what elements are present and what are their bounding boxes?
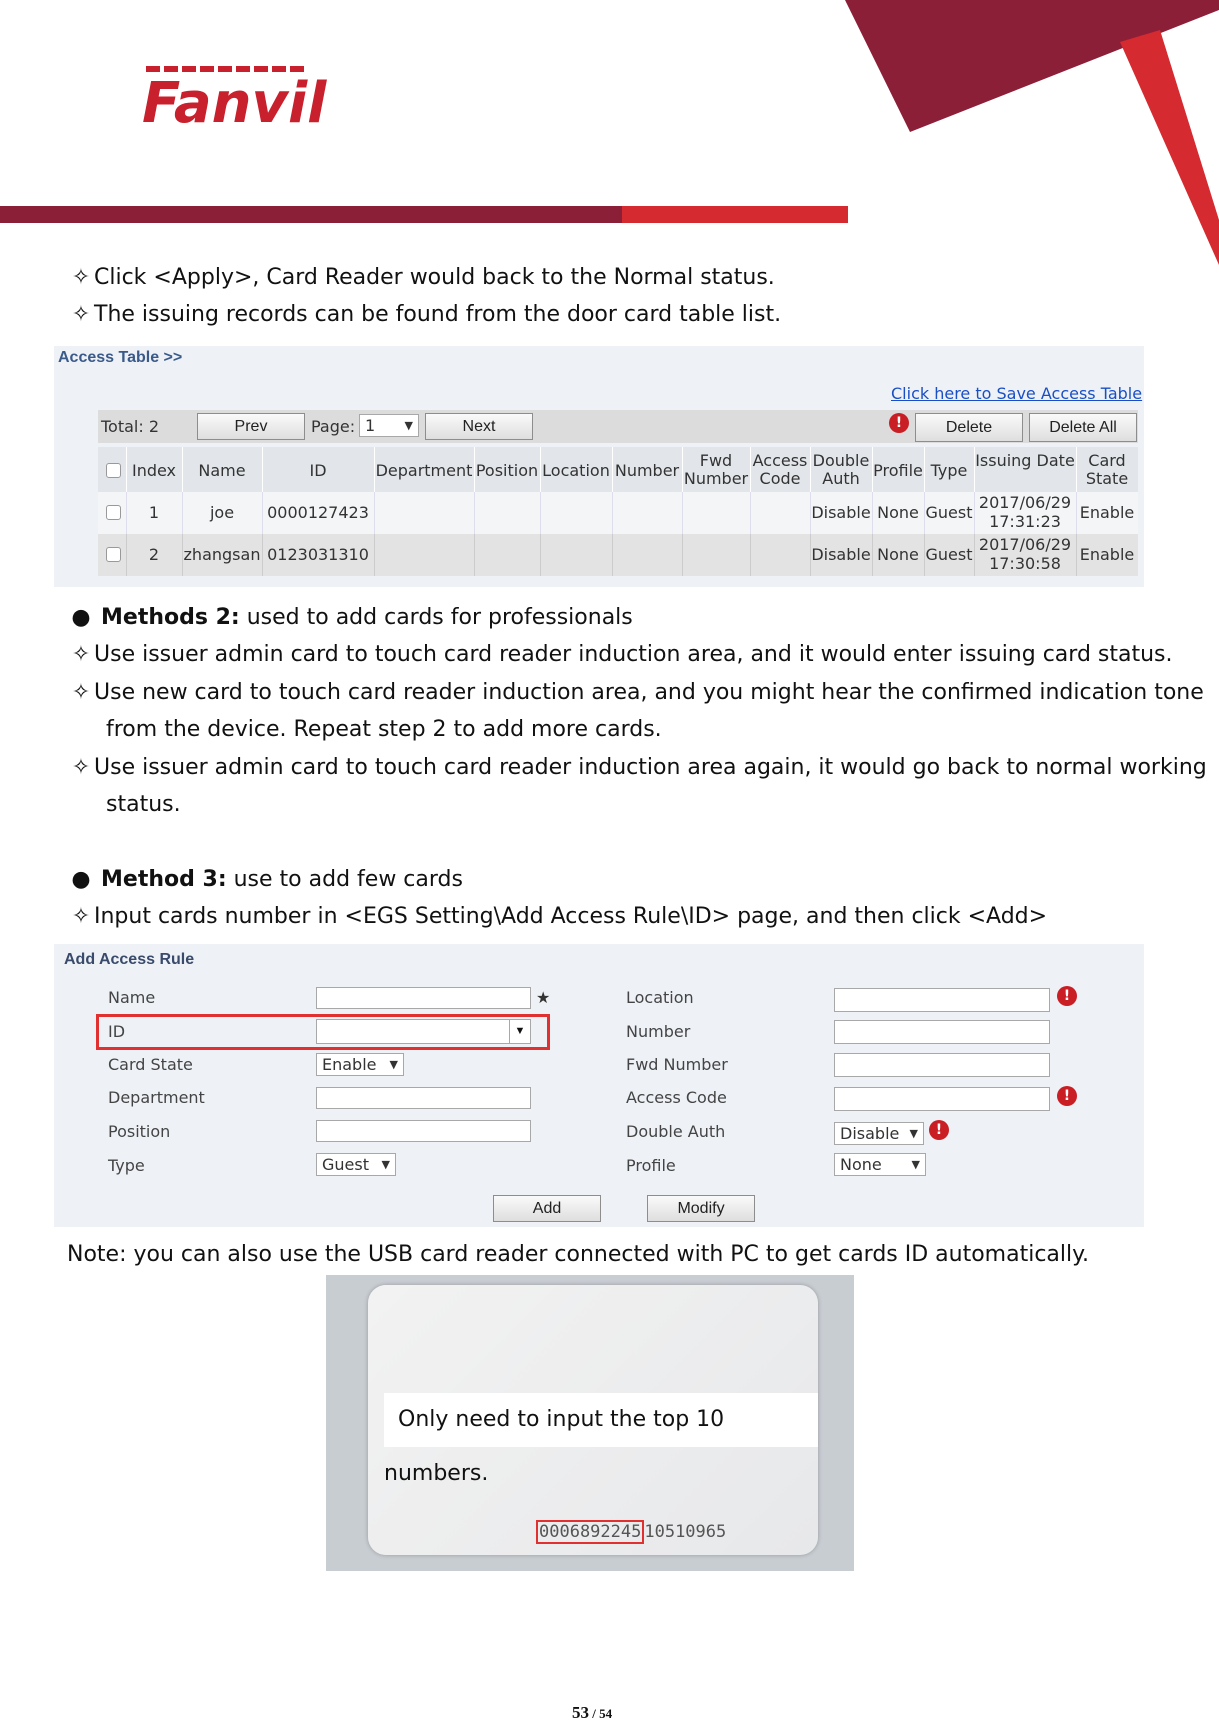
number-input[interactable] — [834, 1020, 1050, 1044]
modify-button[interactable]: Modify — [647, 1195, 755, 1222]
delete-button[interactable]: Delete — [915, 413, 1023, 442]
add-rule-title: Add Access Rule — [64, 951, 195, 968]
col-number: Number — [614, 461, 680, 480]
cell-type: Guest — [925, 545, 973, 564]
type-select[interactable]: Guest ▼ — [316, 1153, 396, 1176]
card-caption: Only need to input the top 10 numbers. — [384, 1393, 818, 1447]
warning-icon: ! — [889, 413, 909, 433]
cell-profile: None — [877, 545, 919, 564]
cell-profile: None — [877, 503, 919, 522]
col-card-state: Card State — [1085, 451, 1129, 488]
cell-time: 17:30:58 — [989, 554, 1061, 573]
col-issuing-date: Issuing Date — [975, 451, 1075, 470]
name-input[interactable] — [316, 987, 531, 1009]
cell-date: 2017/06/29 — [978, 535, 1072, 554]
card-photo — [326, 1275, 854, 1571]
chevron-down-icon: ▼ — [909, 1127, 918, 1140]
cell-name: joe — [209, 503, 235, 522]
chevron-down-icon: ▼ — [381, 1158, 390, 1171]
save-access-table-link[interactable]: Click here to Save Access Table — [891, 384, 1143, 403]
chevron-down-icon: ▼ — [389, 1058, 398, 1071]
next-button[interactable]: Next — [425, 413, 533, 440]
cell-id: 0123031310 — [267, 545, 369, 564]
label-name: Name — [108, 988, 156, 1007]
method2-heading: ● Methods 2: used to add cards for professionals — [71, 605, 633, 630]
id-highlight-box — [96, 1014, 550, 1050]
select-all-checkbox[interactable] — [106, 463, 121, 478]
cell-type: Guest — [925, 503, 973, 522]
cell-date: 2017/06/29 — [978, 493, 1072, 512]
card-number: 0006892245 10510965 — [536, 1522, 726, 1542]
row-checkbox[interactable] — [106, 505, 121, 520]
cell-name: zhangsan — [183, 545, 261, 564]
card-number-highlight: 0006892245 — [536, 1520, 644, 1544]
cell-index: 1 — [148, 503, 160, 522]
cell-card-state: Enable — [1079, 503, 1135, 522]
add-button[interactable]: Add — [493, 1195, 601, 1222]
method3-step: ✧ Input cards number in <EGS Setting\Add Access Rule\ID> page, and then click <Add> — [71, 904, 1048, 929]
cell-card-state: Enable — [1079, 545, 1135, 564]
cell-id: 0000127423 — [267, 503, 369, 522]
row-checkbox[interactable] — [106, 547, 121, 562]
col-position: Position — [475, 461, 539, 480]
col-id: ID — [309, 461, 327, 480]
method2-step-3-cont: status. — [106, 792, 181, 817]
label-fwd-number: Fwd Number — [626, 1055, 728, 1074]
total-count: Total: 2 — [101, 417, 160, 436]
card-state-select[interactable]: Enable ▼ — [316, 1053, 404, 1076]
chevron-down-icon: ▼ — [911, 1158, 920, 1171]
label-card-state: Card State — [108, 1055, 193, 1074]
warning-icon: ! — [1057, 986, 1077, 1006]
col-name: Name — [198, 461, 246, 480]
label-profile: Profile — [626, 1156, 676, 1175]
label-location: Location — [626, 988, 694, 1007]
access-table-title: Access Table >> — [58, 349, 183, 366]
profile-select[interactable]: None ▼ — [834, 1153, 926, 1176]
double-auth-select[interactable]: Disable ▼ — [834, 1122, 924, 1145]
method2-step-3: ✧ Use issuer admin card to touch card reader induction area again, it would go back to normal working — [71, 755, 1207, 780]
access-code-input[interactable] — [834, 1087, 1050, 1111]
svg-text:Fanvil: Fanvil — [142, 71, 327, 128]
col-fwd-number: Fwd Number — [683, 451, 749, 488]
header-decoration — [0, 0, 1219, 270]
prev-button[interactable]: Prev — [197, 413, 305, 440]
cell-time: 17:31:23 — [989, 512, 1061, 531]
col-department: Department — [375, 461, 473, 480]
label-type: Type — [108, 1156, 145, 1175]
col-access-code: Access Code — [752, 451, 808, 488]
fwd-number-input[interactable] — [834, 1053, 1050, 1077]
page-select[interactable]: 1 ▼ — [359, 414, 419, 437]
chevron-down-icon: ▼ — [404, 419, 413, 432]
usb-note: Note: you can also use the USB card reader connected with PC to get cards ID automatically. — [67, 1242, 1090, 1267]
cell-index: 2 — [148, 545, 160, 564]
chevron-down-icon: ▼ — [509, 1020, 530, 1043]
method2-step-1: ✧ Use issuer admin card to touch card reader induction area, and it would enter issuing card status. — [71, 642, 1173, 667]
method3-heading: ● Method 3: use to add few cards — [71, 867, 463, 892]
location-input[interactable] — [834, 988, 1050, 1012]
delete-all-button[interactable]: Delete All — [1029, 413, 1137, 442]
col-double-auth: Double Auth — [812, 451, 870, 488]
page-label: Page: — [311, 417, 356, 436]
col-location: Location — [542, 461, 610, 480]
warning-icon: ! — [1057, 1086, 1077, 1106]
intro-line-1: ✧ Click <Apply>, Card Reader would back to the Normal status. — [71, 265, 775, 290]
label-double-auth: Double Auth — [626, 1122, 726, 1141]
add-rule-panel — [54, 944, 1144, 1227]
method2-step-2-cont: from the device. Repeat step 2 to add more cards. — [106, 717, 662, 742]
label-department: Department — [108, 1088, 205, 1107]
label-position: Position — [108, 1122, 171, 1141]
col-index: Index — [131, 461, 177, 480]
required-star-icon: ★ — [536, 988, 551, 1007]
intro-line-2: ✧ The issuing records can be found from the door card table list. — [71, 302, 782, 327]
label-id: ID — [108, 1022, 126, 1041]
label-number: Number — [626, 1022, 691, 1041]
department-input[interactable] — [316, 1087, 531, 1109]
page-number: 53 / 54 — [572, 1703, 613, 1722]
cell-double-auth: Disable — [811, 545, 871, 564]
cell-double-auth: Disable — [811, 503, 871, 522]
label-access-code: Access Code — [626, 1088, 727, 1107]
col-type: Type — [930, 461, 968, 480]
col-profile: Profile — [873, 461, 923, 480]
position-input[interactable] — [316, 1120, 531, 1142]
method2-step-2: ✧ Use new card to touch card reader induction area, and you might hear the confirmed indication tone — [71, 680, 1204, 705]
warning-icon: ! — [929, 1120, 949, 1140]
